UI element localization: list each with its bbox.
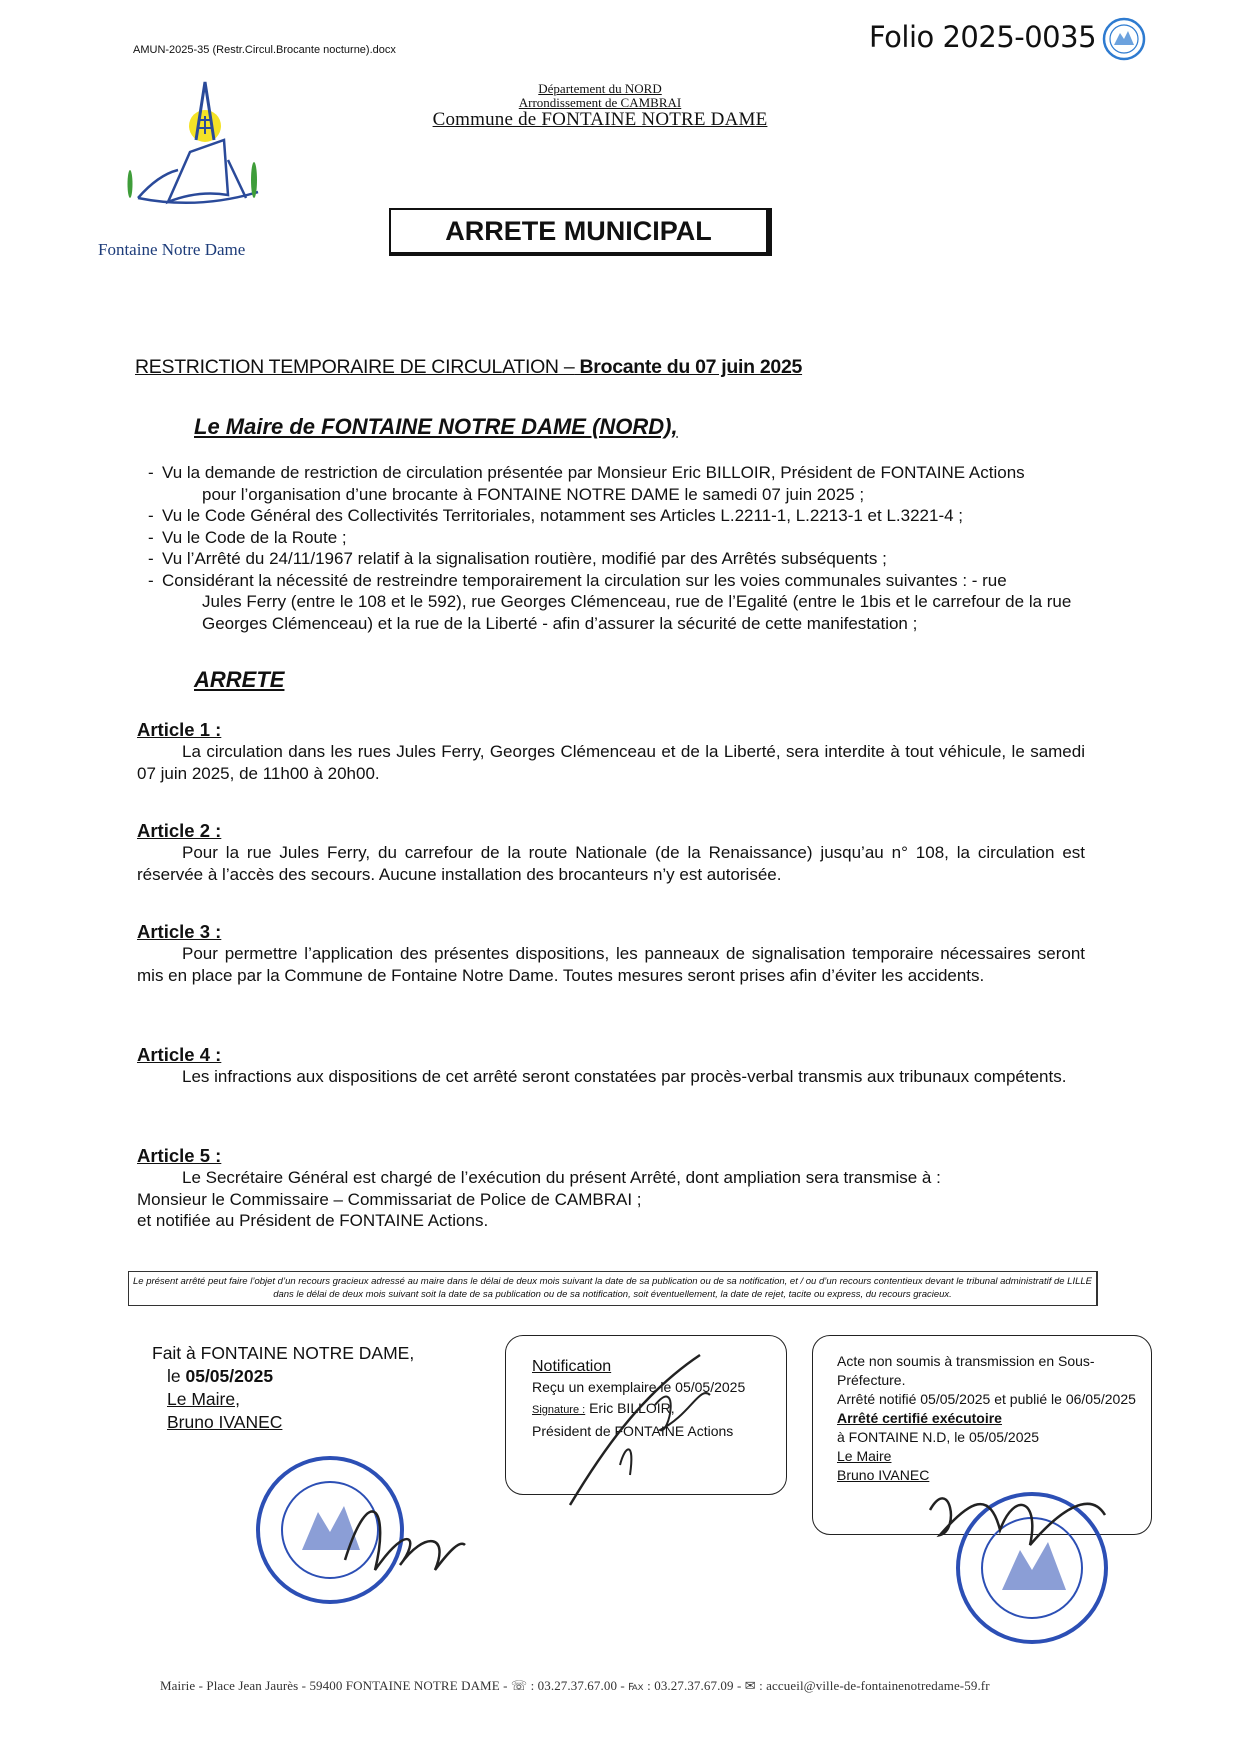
- article-recipient: et notifiée au Président de FONTAINE Actions.: [137, 1211, 489, 1230]
- article-title: Article 2 :: [137, 820, 222, 841]
- acte-notification-note: Arrêté notifié 05/05/2025 et publié le 06/05/2025: [837, 1391, 1136, 1407]
- subject-part-2: Brocante du 07 juin 2025: [574, 356, 803, 378]
- acte-transmission-note: Acte non soumis à transmission en Sous-Préfecture.: [837, 1353, 1095, 1388]
- article-title: Article 4 :: [137, 1044, 222, 1065]
- considerant-item: - Vu le Code de la Route ;: [150, 527, 1085, 549]
- article-2: [137, 820, 1085, 885]
- article-3: [137, 921, 1085, 986]
- considerants-list: [150, 462, 1085, 634]
- signature-date: 05/05/2025: [185, 1366, 274, 1386]
- mayor-heading: Le Maire de FONTAINE NOTRE DAME (NORD),: [194, 414, 678, 439]
- notification-title: Notification: [532, 1358, 612, 1375]
- acte-role: Le Maire: [837, 1448, 892, 1464]
- article-body: Le Secrétaire Général est chargé de l’exécution du présent Arrêté, dont ampliation sera transmise à :: [182, 1168, 941, 1187]
- handwritten-signature-icon: [560, 1345, 750, 1515]
- appeal-disclaimer: Le présent arrêté peut faire l’objet d’un recours gracieux adressé au maire dans le délai de deux mois suivant la date de sa publication ou de sa notification, et / ou d’un recours contentieux devant le tribunal administratif de LILLE dans le délai de deux mois suivant soit la date de sa publication ou de sa notification, soit éventuellement, la date de rejet, tacite ou express, du recours gracieux.: [128, 1271, 1098, 1306]
- considerant-item: - Vu la demande de restriction de circulation présentée par Monsieur Eric BILLOIR, Président de FONTAINE Actions pour l’organisation d’une brocante à FONTAINE NOTRE DAME le samedi 07 juin 2025 ;: [150, 462, 1085, 505]
- signature-place: Fait à FONTAINE NOTRE DAME,: [152, 1343, 415, 1363]
- acte-place-date: à FONTAINE N.D, le 05/05/2025: [837, 1429, 1040, 1445]
- article-body: Pour la rue Jules Ferry, du carrefour de la route Nationale (de la Renaissance) jusqu’au n° 108, la circulation est réservée à l’accès des secours. Aucune installation des brocanteurs n’y est autorisée.: [137, 843, 1085, 884]
- mayor-signature-block: Fait à FONTAINE NOTRE DAME, le 05/05/2025 Le Maire, Bruno IVANEC: [152, 1343, 415, 1432]
- article-4: [137, 1044, 1085, 1088]
- folio-number: Folio 2025-0035: [869, 20, 1097, 54]
- signature-role: Le Maire,: [167, 1389, 240, 1409]
- article-5: [137, 1145, 1085, 1232]
- article-recipient: Monsieur le Commissaire – Commissariat de Police de CAMBRAI ;: [137, 1189, 642, 1209]
- article-body: Pour permettre l’application des présentes dispositions, les panneaux de signalisation temporaire nécessaires seront mis en place par la Commune de Fontaine Notre Dame. Toutes mesures seront prises afin d’éviter les accidents.: [137, 944, 1085, 985]
- signature-name: Bruno IVANEC: [167, 1412, 283, 1432]
- mayor-stamp-icon: [250, 1440, 470, 1620]
- article-body: Les infractions aux dispositions de cet arrêté seront constatées par procès-verbal transmis aux tribunaux compétents.: [182, 1067, 1067, 1086]
- article-body: La circulation dans les rues Jules Ferry, Georges Clémenceau et de la Liberté, sera interdite à tout véhicule, le samedi 07 juin 2025, de 11h00 à 20h00.: [137, 742, 1085, 783]
- acte-certified-label: Arrêté certifié exécutoire: [837, 1410, 1002, 1426]
- notification-signer-role: Président de FONTAINE Actions: [532, 1423, 734, 1439]
- document-subject: [135, 356, 802, 379]
- commune-label: Commune de FONTAINE NOTRE DAME: [432, 109, 768, 130]
- article-1: [137, 719, 1085, 784]
- document-filename: AMUN-2025-35 (Restr.Circul.Brocante nocturne).docx: [133, 44, 396, 56]
- acte-name: Bruno IVANEC: [837, 1467, 930, 1483]
- issuing-authority: [420, 82, 780, 131]
- certification-stamp-icon: [920, 1470, 1140, 1660]
- notification-signer: Eric BILLOIR,: [585, 1400, 675, 1416]
- article-title: Article 3 :: [137, 921, 222, 942]
- arrondissement-label: Arrondissement de CAMBRAI: [518, 95, 682, 110]
- department-label: Département du NORD: [538, 81, 662, 96]
- footer-contact: Mairie - Place Jean Jaurès - 59400 FONTAINE NOTRE DAME - ☏ : 03.27.37.67.00 - ℻ : 03.27.37.67.09 - ✉ : accueil@ville-de-fontainenotredame-59.fr: [160, 1678, 990, 1693]
- logo-caption: Fontaine Notre Dame: [98, 240, 246, 259]
- considerant-item: - Considérant la nécessité de restreindre temporairement la circulation sur les voies communales suivantes : - rue Jules Ferry (entre le 108 et le 592), rue Georges Clémenceau, rue de l’Egalité (entre le 1bis et le carrefour de la rue Georges Clémenceau) et la rue de la Liberté - afin d’assurer la sécurité de cette manifestation ;: [150, 570, 1085, 635]
- considerant-item: - Vu le Code Général des Collectivités Territoriales, notamment ses Articles L.2211-1, L.2213-1 et L.3221-4 ;: [150, 505, 1085, 527]
- article-title: Article 1 :: [137, 719, 222, 740]
- municipal-seal-icon: [1102, 17, 1146, 61]
- church-logo-icon: [108, 80, 288, 230]
- article-title: Article 5 :: [137, 1145, 222, 1166]
- signature-label: Signature :: [532, 1404, 586, 1416]
- document-title: ARRETE MUNICIPAL: [389, 208, 772, 256]
- considerant-item: - Vu l’Arrêté du 24/11/1967 relatif à la signalisation routière, modifié par des Arrêtés subséquents ;: [150, 548, 1085, 570]
- arrete-heading: ARRETE: [194, 667, 285, 692]
- subject-part-1: RESTRICTION TEMPORAIRE DE CIRCULATION –: [135, 356, 575, 378]
- notification-received: Reçu un exemplaire le 05/05/2025: [532, 1379, 746, 1395]
